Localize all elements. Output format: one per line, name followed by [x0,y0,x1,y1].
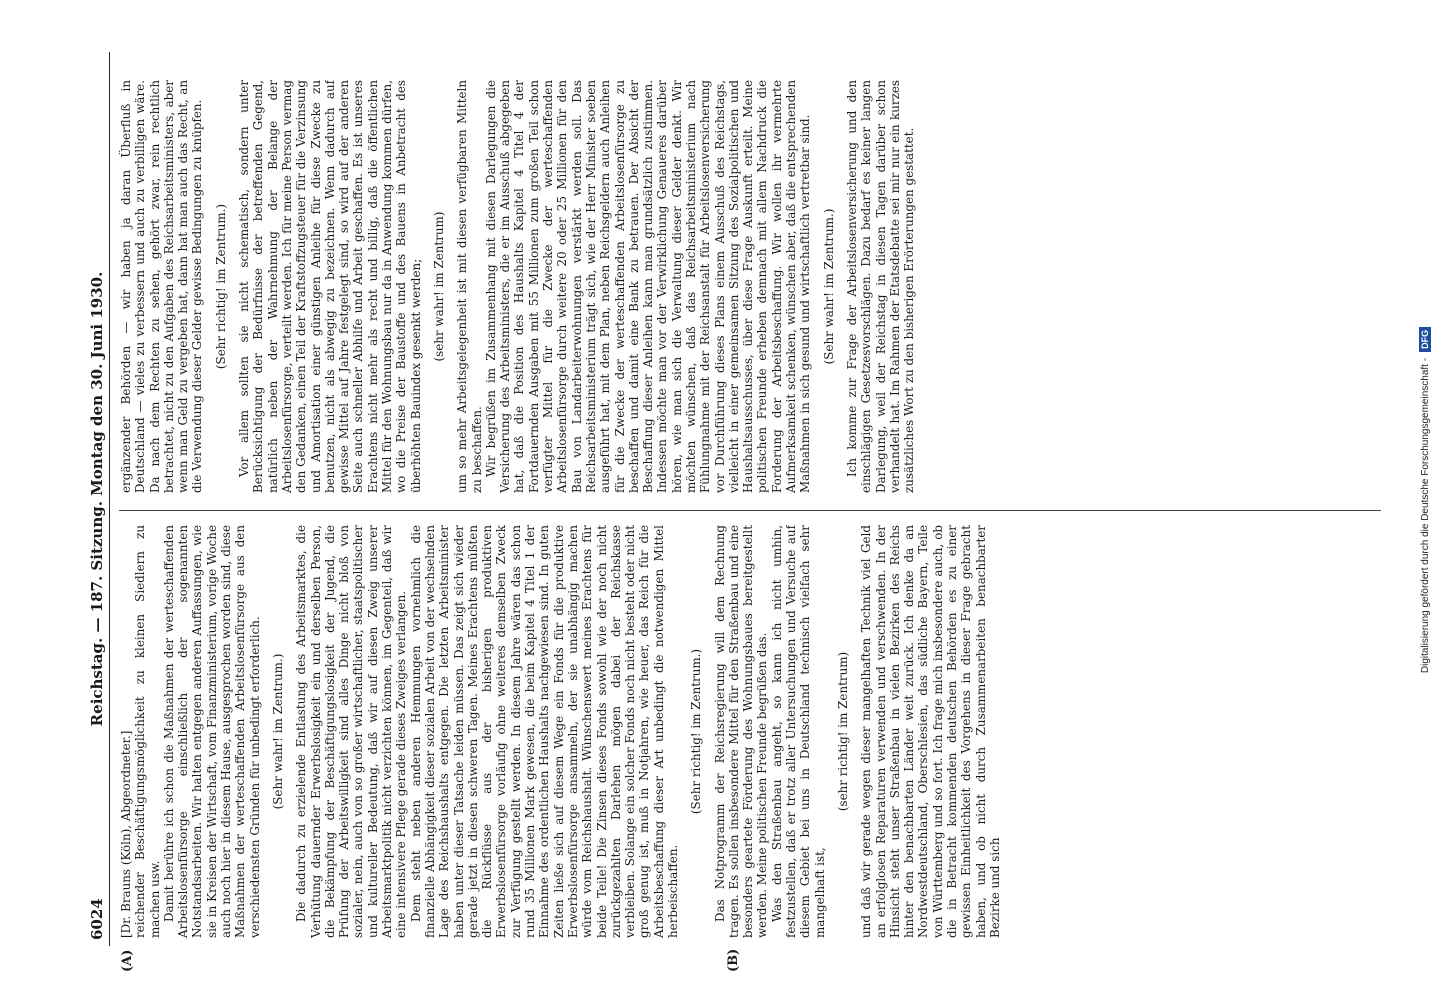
paragraph: Damit berühre ich schon die Maßnahmen der werteschaffenden Arbeitslosenfürsorge einschließlich der sogenannten Notstandsarbeiten. Wir halten entgegen anderen Auffassungen, wie sie in Kreisen der Wirtschaft, vom Finanzministerium, vorige Woche auch noch hier in diesem Hause, ausgesprochen worden sind, diese Maßnahmen der werteschaffenden Arbeitslosenfürsorge aus den verschiedensten Gründen für unbedingt erforderlich. [161,525,262,938]
paragraph: ergänzender Behörden — wir haben ja daran Überfluß in Deutschland — vieles zu verbessern und auch zu verbilligen wäre. Da nach dem Rechten zu sehen, gehört zwar, rein rechtlich betrachtet, nicht zu den Aufgaben des Reichsarbeitsministers, aber wenn man Geld zu vergeben hat, dann hat man auch das Recht, an die Verwendung dieser Gelder gewisse Bedingungen zu knüpfen. [119,80,205,493]
paragraph: reichender Beschäftigungsmöglichkeit zu kleinen Siedlern zu machen usw. [133,525,162,938]
sidenote-text: Digitalisierung gefördert durch die Deutsche Forschungsgemeinschaft - [1420,357,1431,674]
paragraph: Was den Straßenbau angeht, so kann ich nicht umhin, festzustellen, daß er trotz aller Untersuchungen und Versuche auf diesem Gebiet bei uns in Deutschland technisch vielfach sehr mangelhaft ist, [769,525,827,938]
margin-marker-b: (B) [726,948,741,972]
interjection: (sehr wahr! im Zentrum) [431,211,446,362]
running-header [87,52,110,946]
paragraph: Vor allem sollten sie nicht schematisch, sondern unter Berücksichtigung der Bedürfnisse der betreffenden Gegend, natürlich neben der Wahrnehmung der Belange der Arbeitslosenfürsorge, verteilt werden. Ich für meine Person vermag den Gedanken, einen Teil der Kraftstoffzugsteuer für die Verzinsung und Amortisation einer günstigen Anleihe für diese Zwecke zu benutzen, nicht als abwegig zu bezeichnen. Wenn dadurch auf gewisse Mittel auf Jahre festgelegt sind, so wird auf der anderen Seite auch schneller Abhilfe und Arbeit geschaffen. Es ist unseres Erachtens nicht mehr als recht und billig, daß die öffentlichen Mittel für den Wohnungsbau nur da in Anwendung kommen dürfen, wo die Preise der Baustoffe und des Bauens in Anbetracht des überhöhten Bauindex gesenkt werden; [237,80,423,493]
running-title: Reichstag. — 187. Sitzung. Montag den 30. Juni 1930. [88,271,106,727]
column-divider [119,510,1381,511]
paragraph: Dem steht neben anderen Hemmungen vornehmlich die finanzielle Abhängigkeit dieser sozialen Arbeit von der wechselnden Lage des Reichshaushalts entgegen. Die letzten Arbeitsminister haben unter dieser Tatsache leiden müssen. Das zeigt sich wieder gerade jetzt in diesen schweren Tagen. Meines Erachtens müßten die Rückflüsse aus der bisherigen produktiven Erwerbslosenfürsorge vorläufig ohne weiteres demselben Zweck zur Verfügung gestellt werden. In diesem Jahre wären das schon rund 35 Millionen Mark gewesen, die beim Kapitel 4 Titel 1 der Einnahme des ordentlichen Haushalts nachgewiesen sind. In guten Zeiten ließe sich auf diesem Wege ein Fonds für die produktive Erwerbslosenfürsorge ansammeln, der sie unabhängig machen würde vom Reichshaushalt. Wünschenswert meines Erachtens für beide Teile! Die Zinsen dieses Fonds sowohl wie der noch nicht zurückgezahlten Darlehen mögen dabei der Reichskasse verbleiben. Solange ein solcher Fonds noch nicht besteht oder nicht groß genug ist, muß in Notjahren, wie heuer, das Reich für die Arbeitsbeschaffung dieser Art unbedingt die notwendigen Mittel herbeischaffen. [408,525,680,938]
paragraph: Ich komme zur Frage der Arbeitslosenversicherung und den einschlägigen Gesetzesvorschlägen. Dazu bedarf es keiner langen Darlegung, weil der Reichstag in diesen Tagen darüber schon verhandelt hat. Im Rahmen der Etatsdebatte sei mir nur ein kurzes zusätzliches Wort zu den bisherigen Erörterungen gestattet. [844,80,917,493]
right-column [119,80,1381,493]
interjection: (sehr richtig! im Zentrum) [835,651,850,812]
paragraph: Wir begrüßen im Zusammenhang mit diesen Darlegungen die Versicherung des Arbeitsministers, die er im Ausschuß abgegeben hat, daß die Position des Haushalts Kapitel 4 Titel 4 der Fortdauernden Ausgaben mit 55 Millionen zum großen Teil schon verfügter Mittel für die Zwecke der werteschaffenden Arbeitslosenfürsorge durch weitere 20 oder 25 Millionen für den Bau von Landarbeiterwohnungen verstärkt werden soll. Das Reichsarbeitsministerium trägt sich, wie der Herr Minister soeben ausgeführt hat, mit dem Plan, neben Reichsgeldern auch Anleihen für die Zwecke der werteschaffenden Arbeitslosenfürsorge zu beschaffen und damit eine Bank zu betrauen. Der Absicht der Beschaffung dieser Anleihen kann man grundsätzlich zustimmen. Indessen möchte man vor der Verwirklichung Genaueres darüber hören, wie man sich die Verwaltung dieser Gelder denkt. Wir möchten wünschen, daß das Reichsarbeitsministerium nach Fühlungnahme mit der Reichsanstalt für Arbeitslosenversicherung vor Durchführung dieses Plans einem Ausschuß des Reichstags, vielleicht in einer gemeinsamen Sitzung des Sozialpolitischen und Haushaltsausschusses, über diese Frage Auskunft erteilt. Meine politischen Freunde erheben demnach mit allem Nachdruck die Forderung der Arbeitsbeschaffung. Wir wollen ihr vermehrte Aufmerksamkeit schenken, wünschen aber, daß die entsprechenden Maßnahmen in sich gesund und wirtschaftlich vertretbar sind. [483,80,813,493]
paragraph: um so mehr Arbeitsgelegenheit ist mit diesen verfügbaren Mitteln zu beschaffen. [455,80,484,493]
paragraph: Das Notprogramm der Reichsregierung will dem Rechnung tragen. Es sollen insbesondere Mittel für den Straßenbau und eine besonders geartete Förderung des Wohnungsbaues bereitgestellt werden. Meine politischen Freunde begrüßen das. [712,525,770,938]
digitization-sidenote [1418,8,1432,992]
page-number: 6024 [88,898,106,940]
interjection: (Sehr richtig! im Zentrum.) [213,203,228,370]
dfg-logo: DFG [1419,327,1431,352]
margin-marker-a: (A) [120,949,135,972]
rotated-page-content [87,52,1381,972]
left-column [119,525,1381,938]
speaker-line: [Dr. Brauns (Köln), Abgeordneter.] [119,730,133,938]
interjection: (Sehr wahr! im Zentrum.) [270,653,285,810]
paragraph: Die dadurch zu erzielende Entlastung des Arbeitsmarktes, die Verhütung dauernder Erwerbslosigkeit ein und derselben Person, die Bekämpfung der Beschäftigungslosigkeit der Jugend, die Prüfung der Arbeitswilligkeit sind alles Dinge nicht bloß von sozialer, nein, auch von so großer wirtschaftlicher, staatspolitischer und kultureller Bedeutung, daß wir auf diesen Zweig unserer Arbeitsmarktpolitik nicht verzichten können, im Gegenteil, daß wir eine intensivere Pflege gerade dieses Zweiges verlangen. [294,525,409,938]
paragraph: und daß wir gerade wegen dieser mangelhaften Technik viel Geld an erfolglosen Reparaturen verwenden und verschwenden. In der Hinsicht steht unser Straßenbau in vielen Bezirken des Reichs hinter den benachbarten Länder weit zurück. Ich denke da an Nordwestdeutschland, Oberschlesien, das südliche Bayern, Teile von Württemberg und so fort. Ich frage mich insbesondere auch, ob die in Betracht kommenden deutschen Behörden es zu einer gewissen Einheitlichkeit des Vorgehens in dieser Frage gebracht haben, und ob nicht durch Zusammenarbeiten benachbarter Bezirke und sich [859,525,1002,938]
interjection: (Sehr richtig! im Zentrum.) [689,648,704,815]
interjection: (Sehr wahr! im Zentrum.) [821,208,836,365]
